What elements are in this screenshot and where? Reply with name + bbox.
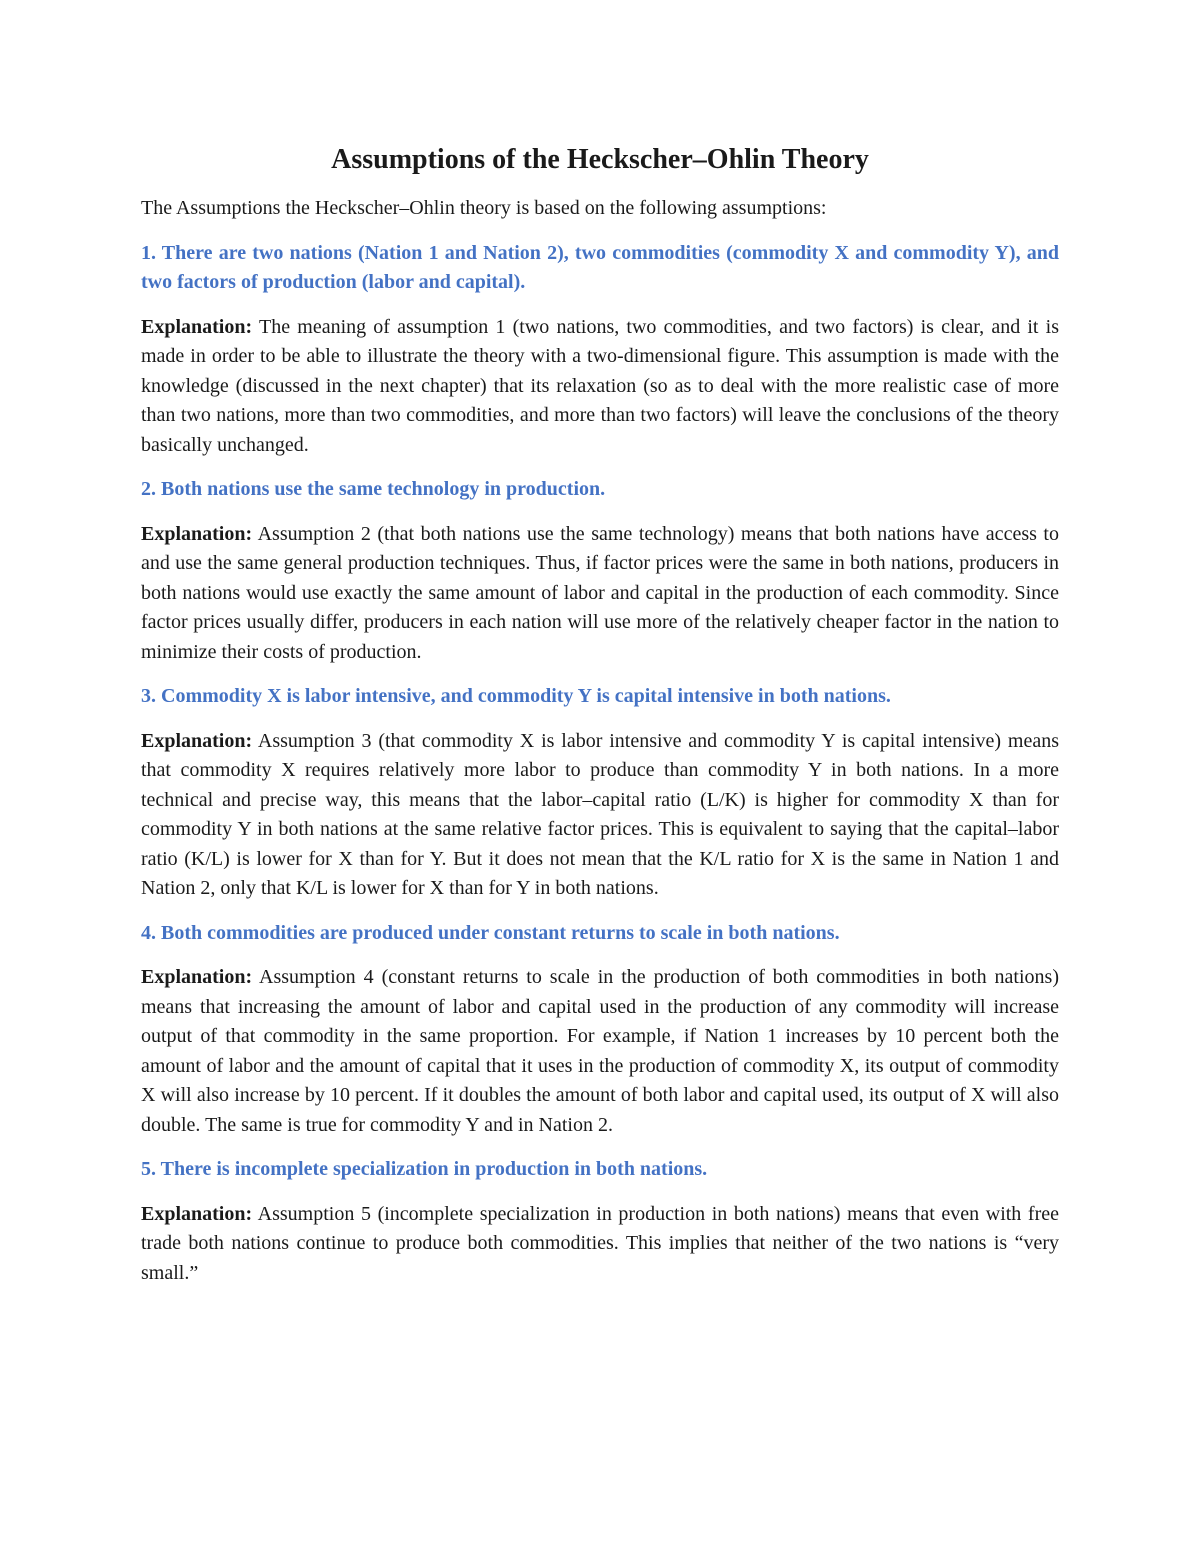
explanation-paragraph-5 [141, 1200, 1059, 1289]
assumption-heading-5: 5. There is incomplete specialization in production in both nations. [141, 1158, 708, 1180]
assumption-heading-2: 2. Both nations use the same technology in production. [141, 478, 606, 500]
document-title: Assumptions of the Heckscher–Ohlin Theory [331, 144, 869, 175]
explanation-label: Explanation: [141, 966, 253, 988]
intro-paragraph: The Assumptions the Heckscher–Ohlin theory is based on the following assumptions: [141, 197, 827, 219]
explanation-text-4: Assumption 4 (constant returns to scale in the production of both commodities in both nations) means that increasing the amount of labor and capital used in the production of any commodity will increase output of that commodity in the same proportion. For example, if Nation 1 increases by 10 percent both the amount of labor and the amount of capital that it uses in the production of commodity X, its output of commodity X will also increase by 10 percent. If it doubles the amount of both labor and capital used, its output of X will also double. The same is true for commodity Y and in Nation 2. [141, 966, 1059, 1136]
assumption-heading-3: 3. Commodity X is labor intensive, and commodity Y is capital intensive in both nations. [141, 685, 891, 707]
explanation-paragraph-4 [141, 963, 1059, 1140]
assumption-heading-4: 4. Both commodities are produced under constant returns to scale in both nations. [141, 921, 840, 944]
explanation-label: Explanation: [141, 729, 253, 752]
document-page [141, 140, 1059, 1303]
explanation-label: Explanation: [141, 522, 253, 545]
explanation-paragraph-2 [141, 520, 1059, 668]
explanation-text-3: Assumption 3 (that commodity X is labor intensive and commodity Y is capital intensive) means that commodity X requires relatively more labor to produce than commodity Y in both nations. In a more technical and precise way, this means that the labor–capital ratio (L/K) is higher for commodity X than for commodity Y in both nations at the same relative factor prices. This is equivalent to saying that the capital–labor ratio (K/L) is lower for X than for Y. But it does not mean that the K/L ratio for X is the same in Nation 1 and Nation 2, only that K/L is lower for X than for Y in both nations. [141, 729, 1059, 899]
explanation-text-1: The meaning of assumption 1 (two nations, two commodities, and two factors) is clear, and it is made in order to be able to illustrate the theory with a two-dimensional figure. This assumption is made with the knowledge (discussed in the next chapter) that its relaxation (so as to deal with the more realistic case of more than two nations, more than two commodities, and more than two factors) will leave the conclusions of the theory basically unchanged. [141, 315, 1060, 456]
explanation-text-2: Assumption 2 (that both nations use the same technology) means that both nations have access to and use the same general production techniques. Thus, if factor prices were the same in both nations, producers in both nations would use exactly the same amount of labor and capital in the production of each commodity. Since factor prices usually differ, producers in each nation will use more of the relatively cheaper factor in the nation to minimize their costs of production. [141, 522, 1059, 663]
explanation-paragraph-3 [141, 727, 1059, 904]
explanation-label: Explanation: [141, 315, 253, 338]
explanation-text-5: Assumption 5 (incomplete specialization in production in both nations) means that even with free trade both nations continue to produce both commodities. This implies that neither of the two nations is “very small.” [141, 1202, 1059, 1284]
assumption-heading-1: 1. There are two nations (Nation 1 and Nation 2), two commodities (commodity X and commodity Y), and two factors of production (labor and capital). [141, 241, 1059, 293]
explanation-label: Explanation: [141, 1202, 253, 1225]
explanation-paragraph-1 [141, 313, 1059, 461]
